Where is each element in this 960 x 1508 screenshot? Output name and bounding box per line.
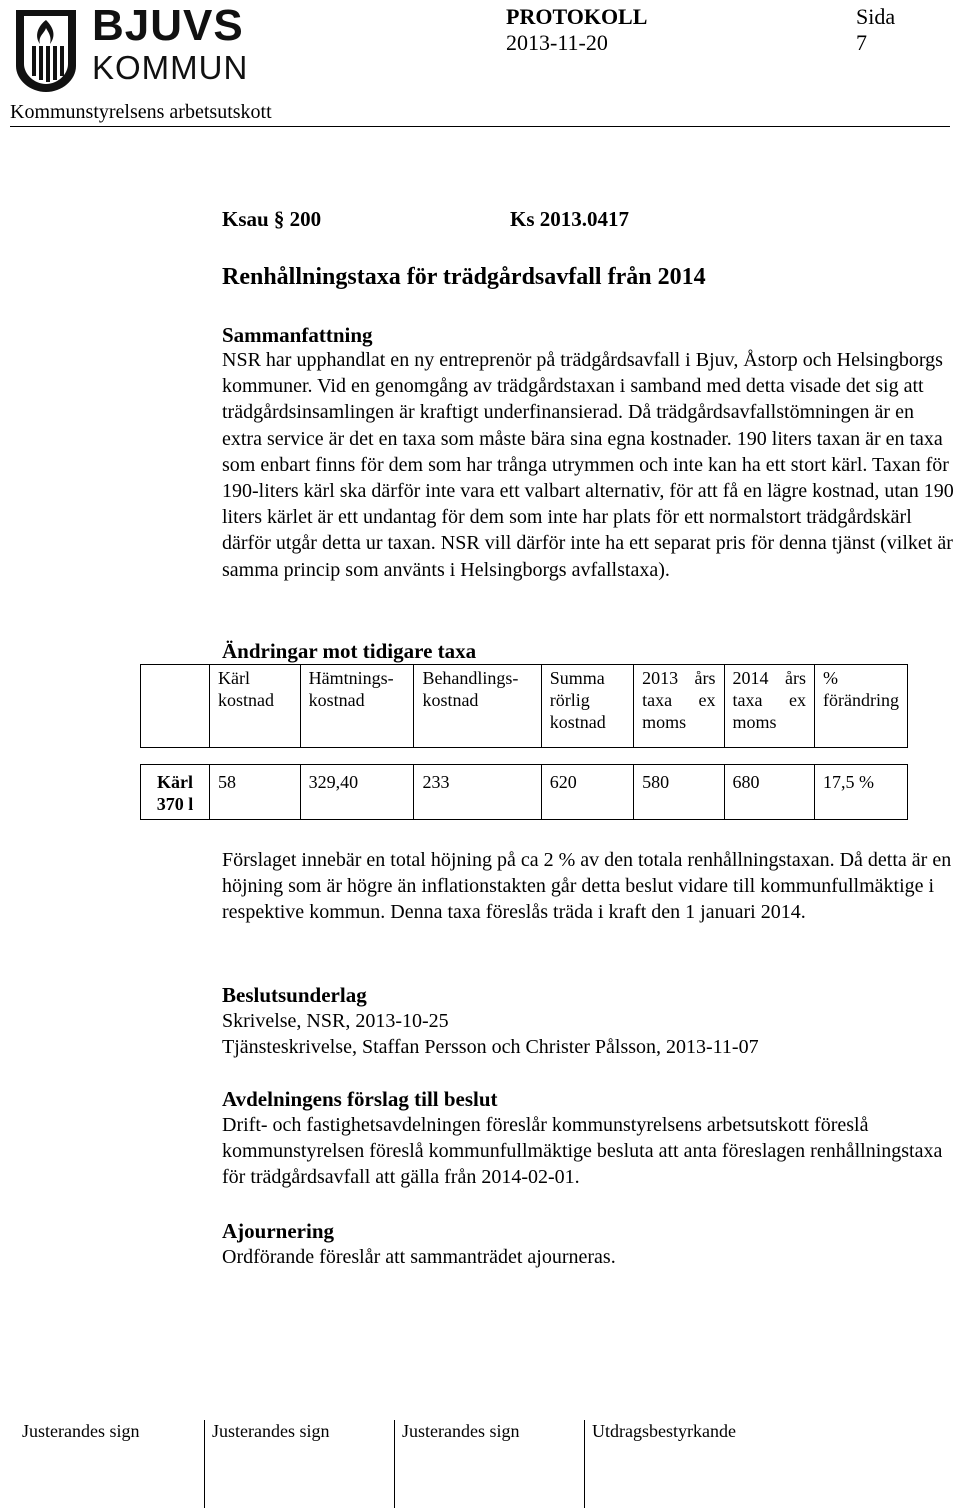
table-header-row (141, 665, 908, 748)
table-cell: 329,40 (300, 765, 414, 820)
page-label: Sida (856, 4, 896, 29)
signature-field: Justerandes sign (212, 1421, 330, 1441)
ks-reference: Ks 2013.0417 (510, 207, 630, 231)
logo-wordmark-line1: BJUVS (92, 1, 244, 50)
table-cell: 680 (724, 765, 814, 820)
table-header-cell: Hämtnings- kostnad (300, 665, 414, 748)
basis-item: Skrivelse, NSR, 2013-10-25 (222, 1010, 449, 1032)
ksau-reference: Ksau § 200 (222, 207, 322, 231)
case-title: Renhållningstaxa för trädgårdsavfall från 2014 (222, 264, 706, 290)
table-cell: 58 (209, 765, 300, 820)
signature-divider (584, 1420, 585, 1508)
signature-field: Justerandes sign (22, 1421, 140, 1441)
signature-divider (204, 1420, 205, 1508)
table-cell: 233 (414, 765, 541, 820)
table-header-cell: 2014 års taxa ex moms (724, 665, 814, 748)
table-row-label: Kärl 370 l (141, 765, 210, 820)
table-header-cell: Behandlings- kostnad (414, 665, 541, 748)
signature-footer (10, 1420, 950, 1508)
torch-emblem-icon (16, 10, 76, 92)
table-header-cell (141, 665, 210, 748)
department-proposal-heading: Avdelningens förslag till beslut (222, 1087, 498, 1111)
header-divider (10, 126, 950, 127)
department-proposal-text (222, 1112, 958, 1191)
adjournment-text (222, 1244, 958, 1270)
adjournment-paragraph: Ordförande föreslår att sammanträdet ajourneras. (222, 1246, 616, 1268)
basis-heading: Beslutsunderlag (222, 983, 367, 1007)
page-number: 7 (856, 30, 867, 55)
signature-field: Justerandes sign (402, 1421, 520, 1441)
proposal-text (222, 847, 958, 926)
changes-heading: Ändringar mot tidigare taxa (222, 639, 477, 663)
table-spacer-row (141, 748, 908, 765)
basis-list (222, 1008, 958, 1060)
summary-paragraph: NSR har upphandlat en ny entreprenör på trädgårdsavfall i Bjuv, Åstorp och Helsingborgs kommuner. Vid en genomgång av trädgårdstaxan i samband med detta visade det sig att trädgårdsinsamlingen är kraftigt underfinansierad. Då trädgårdsavfallstömningen är en extra service är det en taxa som måste bära sina egna kostnader. 190 liters taxan är en taxa som enbart finns för dem som har trånga utrymmen och inte kan ha ett stort kärl. Taxan för 190-liters kärl ska därför inte vara ett valbart alternativ, för att få en lägre kostnad, utan 190 liters kärlet är ett undantag för dem som inte har plats för ett normalstort trädgårdskärl därför utgår detta ur taxan. NSR vill därför inte ha ett separat pris för denna tjänst (vilket är samma princip som använts i Helsingborgs avfallstaxa). (222, 349, 954, 581)
table-cell: 580 (634, 765, 724, 820)
document-type: PROTOKOLL (506, 4, 648, 29)
table-row (141, 765, 908, 820)
basis-item: Tjänsteskrivelse, Staffan Persson och Christer Pålsson, 2013-11-07 (222, 1036, 759, 1059)
table-header-cell: 2013 års taxa ex moms (634, 665, 724, 748)
table-cell: 17,5 % (814, 765, 907, 820)
proposal-paragraph: Förslaget innebär en total höjning på ca 2 % av den totala renhållningstaxan. Då detta är en höjning som är högre än inflationstakten går detta beslut vidare till kommunfullmäktige i respektive kommun. Denna taxa föreslås träda i kraft den 1 januari 2014. (222, 849, 952, 924)
certification-field: Utdragsbestyrkande (592, 1421, 736, 1441)
table-header-cell: Summa rörlig kostnad (541, 665, 633, 748)
table-cell: 620 (541, 765, 633, 820)
document-date: 2013-11-20 (506, 30, 608, 55)
adjournment-heading: Ajournering (222, 1219, 334, 1243)
logo-wordmark-line2: KOMMUN (92, 49, 249, 86)
signature-divider (394, 1420, 395, 1508)
fee-table (140, 664, 908, 820)
table-header-cell: Kärl kostnad (209, 665, 300, 748)
summary-heading: Sammanfattning (222, 323, 373, 347)
department-proposal-paragraph: Drift- och fastighetsavdelningen föreslår kommunstyrelsens arbetsutskott föreslå kommunstyrelsen föreslå kommunfullmäktige besluta att anta föreslagen renhållningstaxa för trädgårdsavfall att gälla från 2014-02-01. (222, 1114, 943, 1189)
organization-name: Kommunstyrelsens arbetsutskott (10, 101, 272, 123)
summary-text (222, 347, 958, 583)
table-header-cell: % förändring (814, 665, 907, 748)
